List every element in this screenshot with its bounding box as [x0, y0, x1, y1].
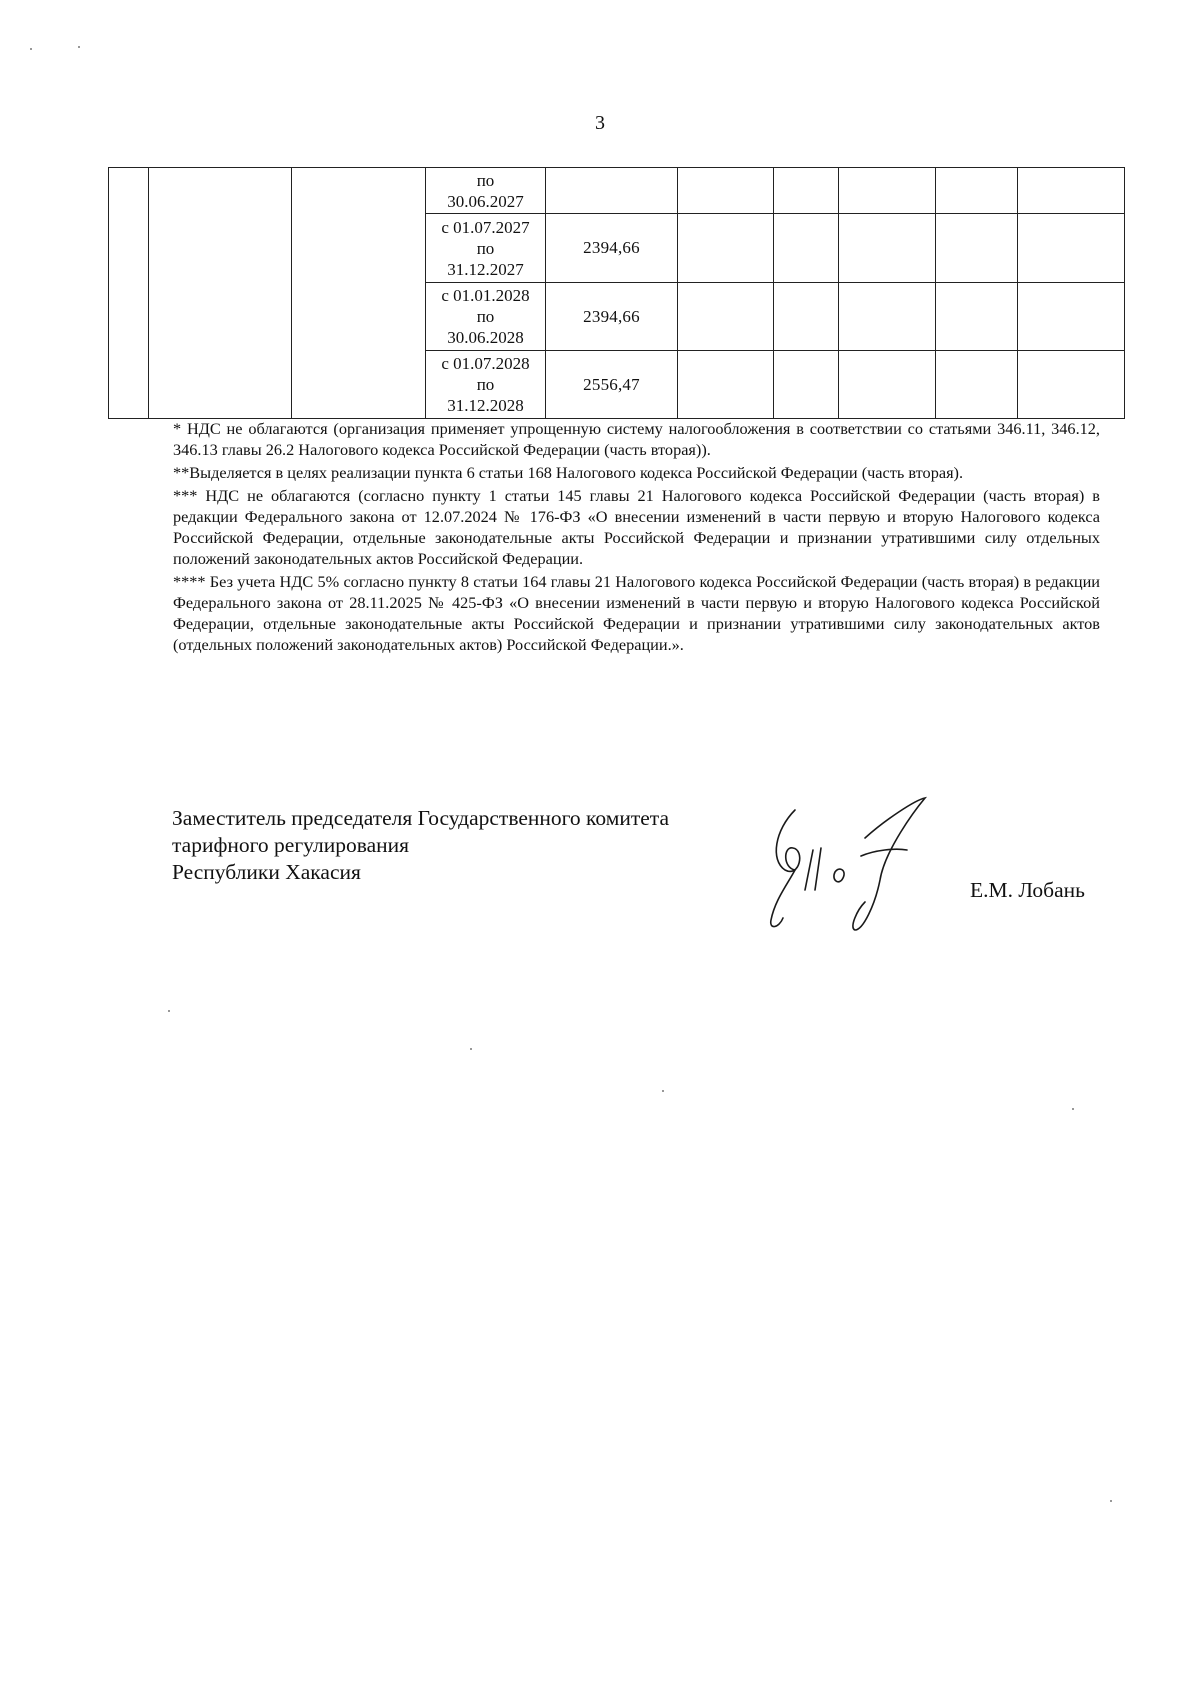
scan-speck [78, 46, 80, 48]
footnote-3: *** НДС не облагаются (согласно пункту 1 статьи 145 главы 21 Налогового кодекса Российской Федерации (часть вторая) в редакции Федерального закона от 12.07.2024 № 176-ФЗ «О внесении изменений в части первую и вторую Налогового кодекса Российской Федерации, отдельные законодательные акты Российской Федерации и признании утратившими силу отдельных положений законодательных актов Российской Федерации. [173, 486, 1100, 568]
scan-speck [470, 1048, 472, 1050]
position-line: Заместитель председателя Государственного комитета [172, 806, 669, 830]
scan-speck [30, 48, 32, 50]
period-line: по [476, 307, 495, 326]
table-cell-blank [839, 214, 936, 283]
table-cell-blank [1018, 214, 1125, 283]
table-cell-blank [1018, 351, 1125, 419]
handwritten-signature [765, 790, 965, 940]
scan-speck [1072, 1108, 1074, 1110]
period-line: с 01.01.2028 [441, 286, 530, 305]
period-cell [426, 283, 546, 351]
table-cell-blank [839, 168, 936, 214]
scan-speck [1110, 1500, 1112, 1502]
period-cell [426, 214, 546, 283]
table-cell-blank [678, 283, 774, 351]
table-cell-blank [936, 351, 1018, 419]
period-line: по [476, 170, 495, 190]
scan-speck [168, 1010, 170, 1012]
period-line: 30.06.2027 [447, 191, 524, 211]
footnote-4: **** Без учета НДС 5% согласно пункту 8 статьи 164 главы 21 Налогового кодекса Российской Федерации (часть вторая) в редакции Федерального закона от 28.11.2025 № 425-ФЗ «О внесении изменений в части первую и вторую Налогового кодекса Российской Федерации, отдельные законодательные акты Российской Федерации и признании утратившими силу законодательных актов (отдельных положений законодательных актов) Российской Федерации.». [173, 572, 1100, 654]
footnote-1: * НДС не облагаются (организация применяет упрощенную систему налогообложения в соответствии со статьями 346.11, 346.12, 346.13 главы 26.2 Налогового кодекса Российской Федерации (часть вторая)). [173, 419, 1100, 459]
table-cell-blank [774, 283, 839, 351]
period-line: с 01.07.2027 [441, 217, 530, 237]
table-cell-blank [1018, 283, 1125, 351]
period-line: 31.12.2028 [447, 396, 524, 415]
table-row [109, 168, 1125, 214]
signer-position [172, 805, 669, 886]
period-line: 30.06.2028 [447, 328, 524, 347]
period-line: с 01.07.2028 [441, 354, 530, 373]
table-cell-blank [678, 351, 774, 419]
table-cell-blank [774, 168, 839, 214]
position-line: Республики Хакасия [172, 860, 361, 884]
period-cell [426, 351, 546, 419]
signer-name: Е.М. Лобань [970, 878, 1085, 902]
scan-speck [662, 1090, 664, 1092]
table-cell-blank [839, 351, 936, 419]
table-cell-blank [936, 168, 1018, 214]
tariff-table [108, 167, 1125, 419]
table-cell-blank [678, 168, 774, 214]
tariff-value-cell: 2556,47 [546, 351, 678, 419]
table-cell-blank [936, 283, 1018, 351]
table-cell-blank [774, 214, 839, 283]
position-line: тарифного регулирования [172, 833, 410, 857]
table-cell-blank [292, 168, 426, 419]
tariff-value-cell: 2394,66 [546, 214, 678, 283]
period-line: по [476, 238, 495, 258]
page-number: 3 [595, 112, 605, 134]
table-cell-blank [839, 283, 936, 351]
table-cell-blank [149, 168, 292, 419]
table-cell-blank [109, 168, 149, 419]
table-cell-blank [1018, 168, 1125, 214]
period-line: по [476, 375, 495, 394]
period-cell [426, 168, 546, 214]
table-cell-blank [774, 351, 839, 419]
period-line: 31.12.2027 [447, 259, 524, 279]
footnotes [173, 418, 1100, 657]
table-cell-blank [678, 214, 774, 283]
footnote-2: **Выделяется в целях реализации пункта 6 статьи 168 Налогового кодекса Российской Федерации (часть вторая). [173, 463, 964, 482]
table-cell-blank [936, 214, 1018, 283]
tariff-value-cell [546, 168, 678, 214]
tariff-value-cell: 2394,66 [546, 283, 678, 351]
